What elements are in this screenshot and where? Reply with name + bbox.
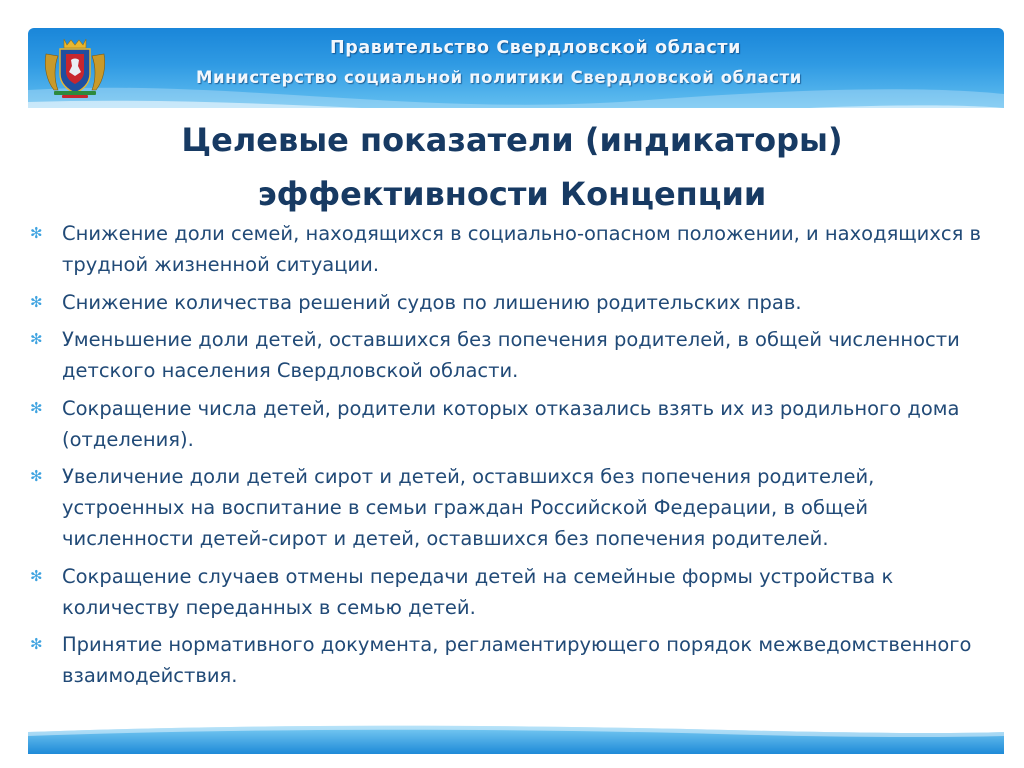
indicator-item-4 — [30, 393, 990, 455]
indicator-item-7 — [30, 629, 990, 691]
indicator-text: Уменьшение доли детей, оставшихся без попечения родителей, в общей численности детского населения Свердловской области. — [62, 328, 960, 382]
indicator-item-2 — [30, 287, 990, 318]
header-banner — [28, 28, 1004, 108]
asterisk-bullet-icon: ✻ — [30, 224, 43, 242]
asterisk-bullet-icon: ✻ — [30, 635, 43, 653]
indicator-item-3 — [30, 324, 990, 386]
indicator-item-6 — [30, 561, 990, 623]
slide-title-line-1: Целевые показатели (индикаторы) — [181, 121, 843, 159]
slide-title — [0, 113, 1024, 221]
indicator-text: Сокращение случаев отмены передачи детей на семейные формы устройства к количеству переданных в семью детей. — [62, 564, 894, 619]
indicator-item-1 — [30, 218, 990, 280]
sverdlovsk-coat-of-arms-icon — [40, 36, 110, 100]
organization-ministry-title: Министерство социальной политики Свердловской области — [196, 68, 802, 87]
asterisk-bullet-icon: ✻ — [30, 330, 43, 348]
footer-wave-band — [28, 722, 1004, 754]
indicator-text: Снижение количества решений судов по лишению родительских прав. — [62, 290, 802, 314]
asterisk-bullet-icon: ✻ — [30, 566, 43, 585]
indicator-text: Сокращение числа детей, родители которых отказались взять их из родильного дома (отделения). — [62, 396, 960, 451]
indicator-text: Увеличение доли детей сирот и детей, оставшихся без попечения родителей, устроенных на воспитание в семьи граждан Российской Федерации, в общей численности детей-сирот и детей, оставшихся без попечения родителей. — [62, 465, 875, 550]
indicator-list — [30, 218, 990, 698]
indicator-text: Снижение доли семей, находящихся в социально-опасном положении, и находящихся в трудной жизненной ситуации. — [62, 222, 982, 276]
organization-government-title: Правительство Свердловской области — [330, 38, 741, 58]
asterisk-bullet-icon: ✻ — [30, 467, 43, 485]
asterisk-bullet-icon: ✻ — [30, 292, 43, 311]
slide-title-line-2: эффективности Концепции — [257, 175, 767, 213]
indicator-text: Принятие нормативного документа, регламентирующего порядок межведомственного взаимодействия. — [62, 633, 972, 687]
indicator-item-5 — [30, 461, 990, 554]
asterisk-bullet-icon: ✻ — [30, 398, 43, 417]
